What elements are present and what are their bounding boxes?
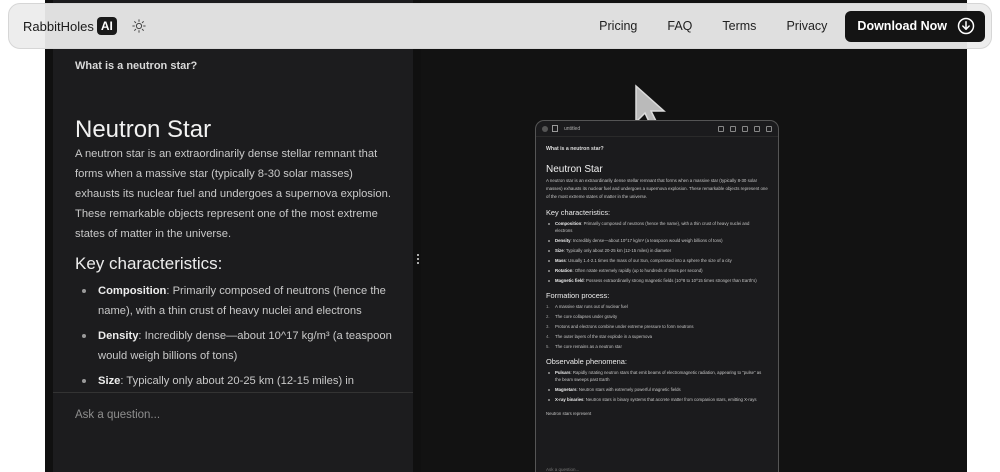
list-item: 3. Protons and electrons combine under extreme pressure to form neutrons xyxy=(546,324,694,329)
user-question: What is a neutron star? xyxy=(75,60,198,72)
app-window xyxy=(45,0,967,472)
share-icon[interactable] xyxy=(718,126,724,132)
trash-icon[interactable] xyxy=(754,126,760,132)
list-item: Composition: Primarily composed of neutrons (hence the name), with a thin crust of heavy nuclei and electrons xyxy=(546,220,768,234)
nav-link-pricing[interactable]: Pricing xyxy=(599,19,638,33)
document-icon xyxy=(552,125,558,132)
brand-logo[interactable] xyxy=(23,17,117,35)
list-item: 2. The core collapses under gravity xyxy=(546,314,618,319)
download-button[interactable] xyxy=(845,11,985,42)
list-item: 4. The outer layers of the star explode in a supernova xyxy=(546,334,652,339)
mini-ask-input[interactable]: Ask a question... xyxy=(546,467,580,472)
window-dot-icon[interactable] xyxy=(542,126,548,132)
sun-icon[interactable] xyxy=(131,18,147,34)
list-item: Composition: Primarily composed of neutrons (hence the name), with a thin crust of heavy nuclei and electrons xyxy=(75,281,395,321)
mini-list xyxy=(546,220,768,284)
download-circle-icon xyxy=(957,17,975,35)
list-item: Magnetars: Neutron stars with extremely powerful magnetic fields xyxy=(546,386,768,393)
mini-content xyxy=(536,137,778,416)
mini-paragraph: A neutron star is an extraordinarily dense stellar remnant that forms when a massive star (typically 8-30 solar masses) exhausts its nuclear fuel and undergoes a supernova explosion. These remarkable objects represent one of the most extreme states of matter in the universe. xyxy=(546,178,768,199)
mini-heading: Key characteristics: xyxy=(546,208,611,217)
ask-input[interactable]: Ask a question... xyxy=(75,409,161,421)
copy-icon[interactable] xyxy=(742,126,748,132)
list-item: Rotation: Often rotate extremely rapidly (up to hundreds of times per second) xyxy=(546,267,768,274)
list-item: Magnetic field: Possess extraordinarily strong magnetic fields (10^8 to 10^15 times stronger than Earth's) xyxy=(546,277,768,284)
list-item: Size: Typically only about 20-25 km (12-15 miles) in diameter xyxy=(546,247,768,254)
list-item: Density: Incredibly dense—about 10^17 kg/m³ (a teaspoon would weigh billions of tons) xyxy=(75,326,395,366)
section-heading: Key characteristics: xyxy=(75,254,223,273)
mini-heading: Observable phenomena: xyxy=(546,357,627,366)
mini-title: Neutron Star xyxy=(546,164,603,175)
list-item: 1. A massive star runs out of nuclear fuel xyxy=(546,304,628,309)
window-dot-icon[interactable] xyxy=(766,126,772,132)
mini-heading: Formation process: xyxy=(546,291,610,300)
list-item: Density: Incredibly dense—about 10^17 kg/m³ (a teaspoon would weigh billions of tons) xyxy=(546,237,768,244)
list-item: Mass: Usually 1.4-2.1 times the mass of our Sun, compressed into a sphere the size of a city xyxy=(546,257,768,264)
brand-name: RabbitHoles xyxy=(23,18,94,34)
resize-handle[interactable] xyxy=(416,253,420,265)
mini-filename: untitled xyxy=(564,125,581,132)
answer-paragraph: A neutron star is an extraordinarily dense stellar remnant that forms when a massive star (typically 8-30 solar masses) exhausts its nuclear fuel and undergoes a supernova explosion. These remarkable objects represent one of the most extreme states of matter in the universe. xyxy=(75,148,391,240)
mini-window xyxy=(535,120,779,472)
close-x-icon[interactable] xyxy=(730,126,736,132)
top-nav xyxy=(8,3,992,49)
list-item: X-ray binaries: Neutron stars in binary systems that accrete matter from companion stars, emitting X-rays xyxy=(546,396,768,403)
mini-titlebar xyxy=(536,121,778,137)
ask-bar xyxy=(53,392,413,472)
nav-link-faq[interactable]: FAQ xyxy=(667,19,693,33)
brand-badge: AI xyxy=(97,17,117,35)
mini-tail-text: Neutron stars represent xyxy=(546,411,592,416)
nav-link-privacy[interactable]: Privacy xyxy=(786,19,828,33)
nav-links xyxy=(599,11,985,42)
list-item: Pulsars: Rapidly rotating neutron stars that emit beams of electromagnetic radiation, appearing to "pulse" as the beam sweeps past Earth xyxy=(546,369,768,383)
mini-list xyxy=(546,303,768,350)
mini-list xyxy=(546,369,768,403)
list-item: Size: Typically only about 20-25 km (12-15 miles) in xyxy=(75,371,395,391)
list-item: 5. The core remains as a neutron star xyxy=(546,344,622,349)
mini-question: What is a neutron star? xyxy=(546,146,604,152)
characteristics-list xyxy=(75,281,395,396)
chat-panel xyxy=(53,0,413,472)
nav-link-terms[interactable]: Terms xyxy=(722,19,757,33)
answer-title: Neutron Star xyxy=(75,116,212,143)
download-label: Download Now xyxy=(857,19,947,33)
